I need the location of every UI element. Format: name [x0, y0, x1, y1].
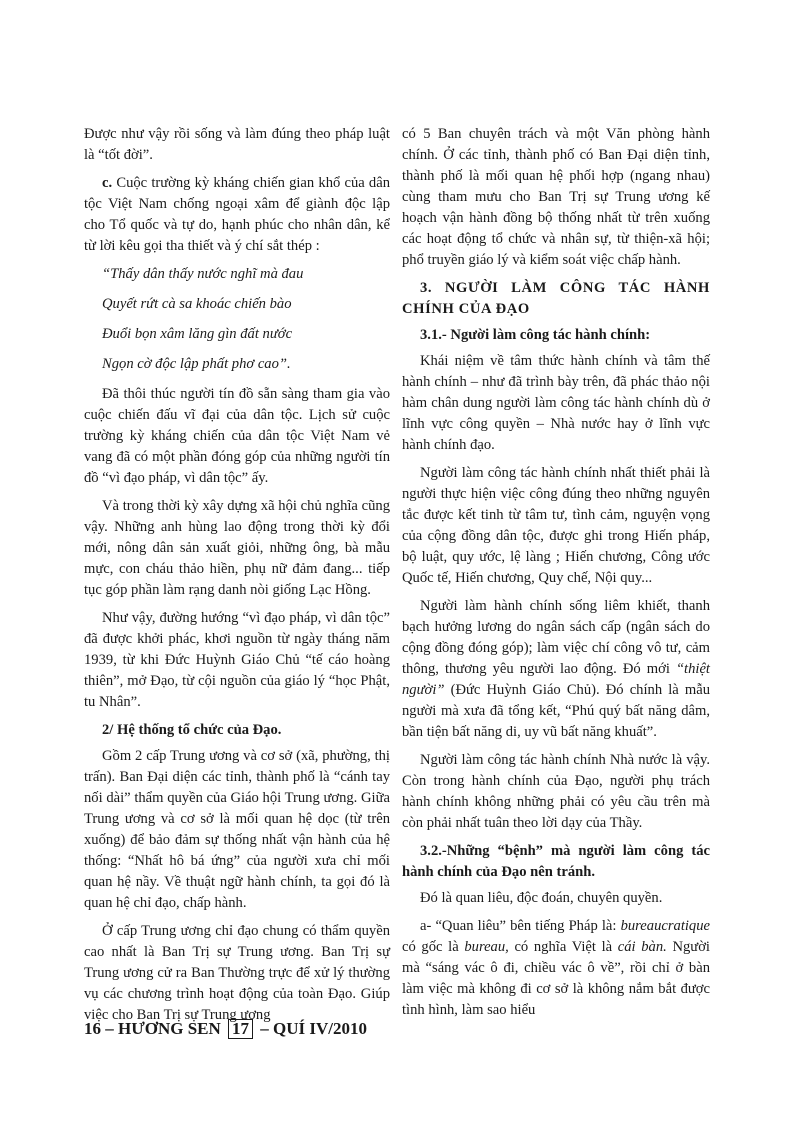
paragraph: Đó là quan liêu, độc đoán, chuyên quyền. [420, 890, 663, 906]
text: a- “Quan liêu” bên tiếng Pháp là: [420, 918, 621, 934]
verse-line: Quyết rứt cà sa khoác chiến bào [102, 296, 292, 312]
italic-text: “thiệt người” [402, 661, 710, 698]
text: có nghĩa Việt là [508, 939, 618, 955]
italic-text: cái bàn. [617, 939, 667, 955]
paragraph: Như vậy, đường hướng “vì đạo pháp, vì dân tộc” đã được khởi phác, khơi nguồn từ ngày tháng năm 1939, từ khi Đức Huỳnh Giáo Chủ “tế cáo hoàng thiên”, mở Đạo, từ cội nguồn của giáo lý “học Phật, tu Nhân”. [84, 610, 390, 710]
paragraph: Khái niệm về tâm thức hành chính và tâm thế hành chính – như đã trình bày trên, đã phác thảo nội hàm chân dung người làm công tác hành chính dù ở lĩnh vực công quyền – Nhà nước hay ở lĩnh vực hành chính đạo. [402, 353, 710, 453]
subsection-heading: 3.1.- Người làm công tác hành chính: [420, 327, 651, 343]
magazine-name: HƯƠNG SEN [118, 1019, 221, 1038]
section-heading: 2/ Hệ thống tổ chức của Đạo. [102, 722, 282, 738]
paragraph: Được như vậy rồi sống và làm đúng theo pháp luật là “tốt đời”. [84, 126, 390, 163]
text: Người mà “sáng vác ô đi, chiều vác ô về”, rồi chỉ ở bàn làm việc mà không đi cơ sở là không nắm bắt được tình hình, làm sao hiểu [402, 939, 710, 1018]
italic-text: bureaucratique [620, 918, 710, 934]
paragraph: Người làm công tác hành chính nhất thiết phải là người thực hiện việc công đúng theo những nguyên tắc được kết tinh từ tâm tư, tình cảm, nguyện vọng của cộng đồng dân tộc, được ghi trong Hiến pháp, bộ luật, quy ước, lệ làng ; Hiến chương, Công ước Quốc tế, Hiến chương, Quy chế, Nội quy... [402, 465, 710, 586]
paragraph [402, 596, 710, 743]
page-number: 16 [84, 1019, 101, 1038]
subsection-heading: 3.2.-Những “bệnh” mà người làm công tác hành chính của Đạo nên tránh. [402, 843, 710, 880]
verse-line: Ngọn cờ độc lập phất phơ cao”. [102, 356, 291, 372]
issue-number: 17 [228, 1019, 253, 1039]
footer-dash: – [105, 1019, 114, 1038]
paragraph-c [84, 173, 390, 257]
paragraph-text: Cuộc trường kỳ kháng chiến gian khổ của dân tộc Việt Nam chống ngoại xâm để giành độc lập cho Tổ quốc và tự do, hạnh phúc cho nhân dân, kể từ lời kêu gọi tha thiết và ý chí sắt thép : [84, 175, 390, 254]
text: có gốc là [402, 939, 465, 955]
text: (Đức Huỳnh Giáo Chủ). Đó chính là mẫu người mà xưa đã tổng kết, “Phú quý bất năng dâm, bần tiện bất năng di, uy vũ bất năng khuất”. [402, 682, 710, 740]
footer-dash: – [260, 1019, 269, 1038]
paragraph: Người làm công tác hành chính Nhà nước là vậy. Còn trong hành chính của Đạo, người phụ trách hành chính không những phải có yêu cầu trên mà còn phải nhất tuân theo lời dạy của Thầy. [402, 752, 710, 831]
paragraph: Và trong thời kỳ xây dựng xã hội chủ nghĩa cũng vậy. Những anh hùng lao động trong thời kỳ đổi mới, nông dân sản xuất giỏi, những ông, bà mẫu mực, con cháu thảo hiền, phụ nữ đảm đang... tiếp tục góp phần làm rạng danh nòi giống Lạc Hồng. [84, 498, 390, 598]
paragraph: có 5 Ban chuyên trách và một Văn phòng hành chính. Ở các tỉnh, thành phố có Ban Đại diện tỉnh, thành phố là mối quan hệ phối hợp (ngang nhau) cùng tham mưu cho Ban Trị sự Trung ương kế hoạch vận hành đồng bộ thống nhất từ trên xuống các hoạt động tổ chức và nhân sự, từ thiện-xã hội; phổ truyền giáo lý và kiểm soát việc chấp hành. [402, 126, 710, 268]
italic-text: bureau, [464, 939, 509, 955]
section-heading: 3. NGƯỜI LÀM CÔNG TÁC HÀNH CHÍNH CỦA ĐẠO [402, 280, 710, 317]
verse-line: Đuổi bọn xâm lăng gìn đất nước [102, 326, 293, 342]
verse-line: “Thấy dân thấy nước nghĩ mà đau [102, 266, 304, 282]
issue-date: QUÍ IV/2010 [273, 1019, 368, 1038]
paragraph: Ở cấp Trung ương chỉ đạo chung có thẩm quyền cao nhất là Ban Trị sự Trung ương. Ban Trị sự Trung ương cử ra Ban Thường trực để xử lý thường vụ các chương trình hoạt động của toàn Đạo. Giúp việc cho Ban Trị sự Trung ương [84, 923, 390, 1023]
text: Người làm hành chính sống liêm khiết, thanh bạch hưởng lương do ngân sách cấp (ngân sách do cộng đồng đóng góp); làm việc chí công vô tư, cảm thông, thương yêu người lao động. Đó mới [402, 598, 710, 677]
paragraph [402, 916, 710, 1021]
right-column [402, 124, 710, 1028]
page-footer [84, 1019, 367, 1039]
paragraph: Đã thôi thúc người tín đồ sẵn sàng tham gia vào cuộc chiến đấu vĩ đại của dân tộc. Lịch sử cuộc trường kỳ kháng chiến của dân tộc Việt Nam vẻ vang đã có một phần đóng góp của những người tín đồ “vì đạo pháp, vì dân tộc” ấy. [84, 386, 390, 486]
item-label: c. [102, 175, 113, 191]
left-column [84, 124, 390, 1033]
paragraph: Gồm 2 cấp Trung ương và cơ sở (xã, phường, thị trấn). Ban Đại diện các tỉnh, thành phố là “cánh tay nối dài” thẩm quyền của Giáo hội Trung ương. Giữa Trung ương và cơ sở là mối quan hệ dọc (từ trên xuống) để bảo đảm sự thống nhất vận hành của hệ thống: “Nhất hô bá ứng” của người xưa chỉ mối quan hệ nầy. Về thuật ngữ hành chính, ta gọi đó là quan hệ chỉ đạo, chấp hành. [84, 748, 390, 911]
